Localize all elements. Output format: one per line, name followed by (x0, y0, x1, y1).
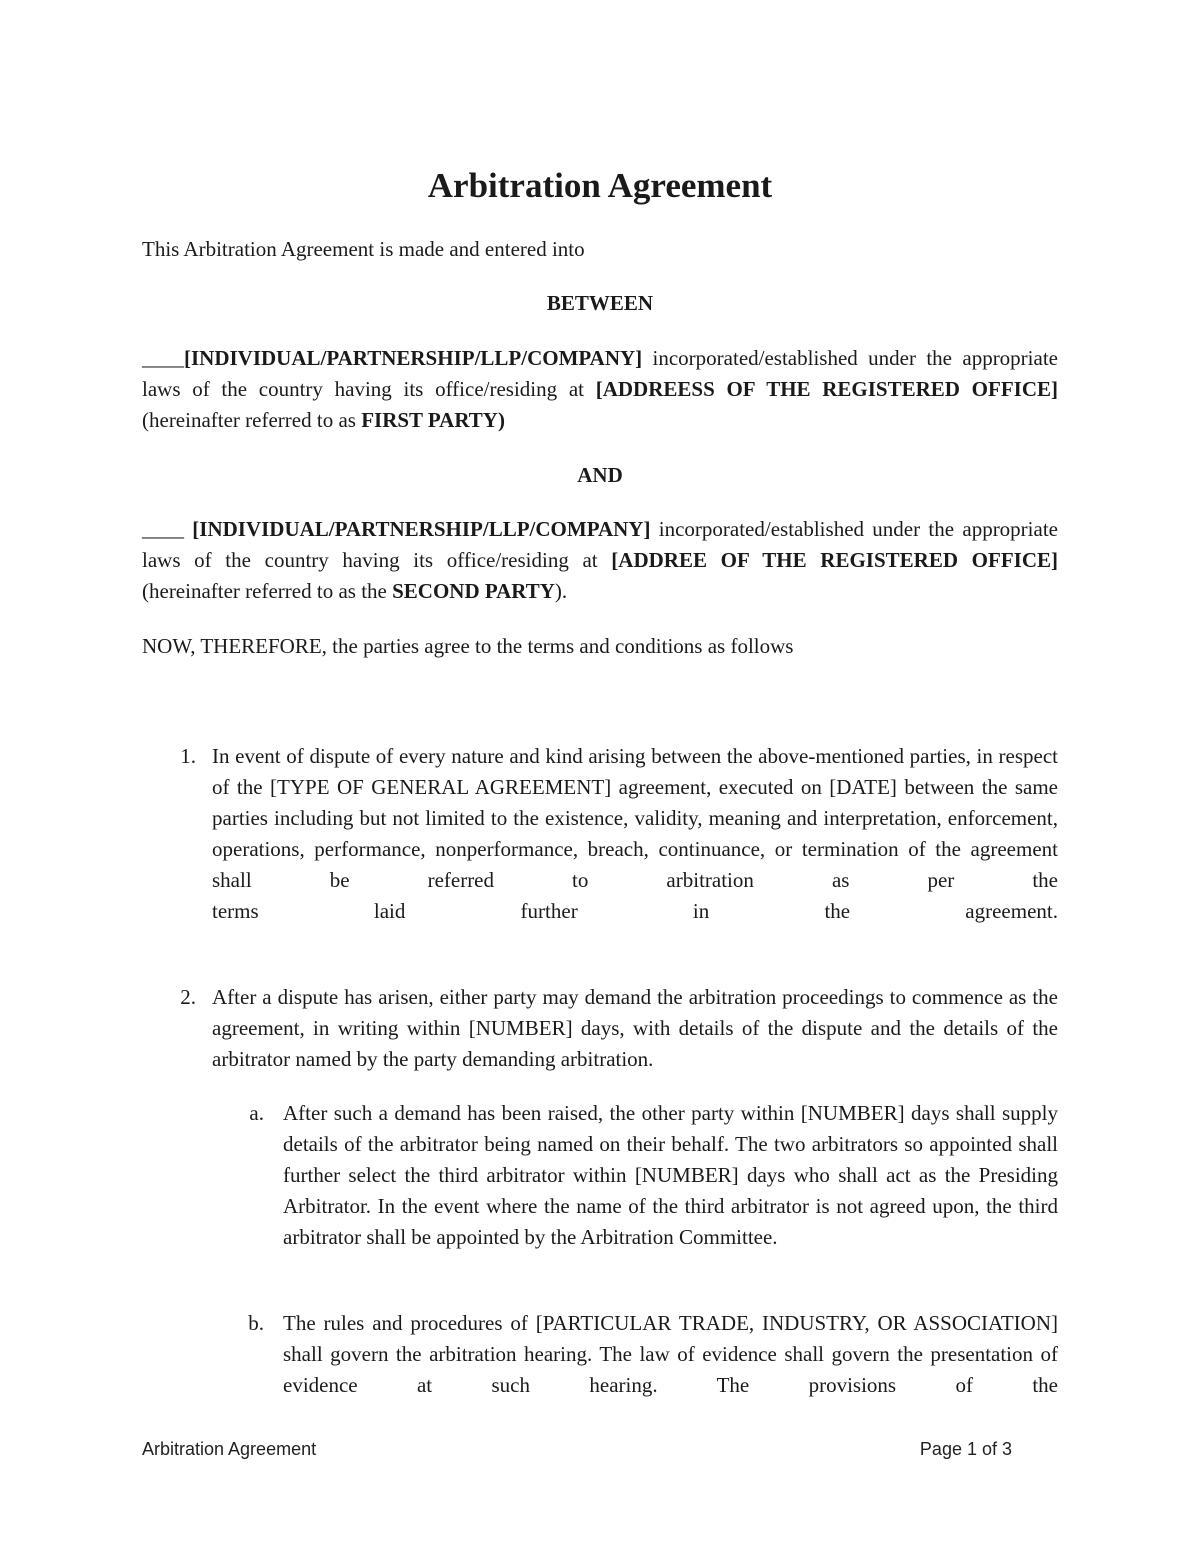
clause-number: 2. (180, 985, 196, 1009)
subclause-text: The rules and procedures of [PARTICULAR TRADE, INDUSTRY, OR ASSOCIATION] shall govern the arbitration hearing. The law of evidence shall govern the presentation of evidence at such hearing. The provisions of the (283, 1311, 1058, 1397)
second-party-text-b: (hereinafter referred to as the (142, 579, 393, 603)
intro-paragraph: This Arbitration Agreement is made and entered into (142, 237, 585, 261)
first-party-role: FIRST PARTY) (361, 408, 505, 432)
second-party-paragraph (142, 514, 1058, 607)
subclause-letter: b. (248, 1311, 264, 1335)
and-heading: AND (577, 463, 623, 487)
first-party-text-a: incorporated/established under the appropriate laws of the country having its office/residing at (142, 346, 1058, 401)
second-party-text-c: ). (554, 579, 568, 603)
clause-number: 1. (180, 744, 196, 768)
subclause-letter: a. (249, 1101, 264, 1125)
second-party-blank: ____ (142, 517, 193, 541)
first-party-entity: [INDIVIDUAL/PARTNERSHIP/LLP/COMPANY] (184, 346, 643, 370)
footer-page-number: Page 1 of 3 (919, 1439, 1012, 1459)
clause-text: After a dispute has arisen, either party may demand the arbitration proceedings to commence as the agreement, in writing within [NUMBER] days, with details of the dispute and the details of the arbitrator named by the party demanding arbitration. (212, 985, 1058, 1071)
document-title: Arbitration Agreement (427, 166, 773, 205)
now-therefore-paragraph: NOW, THEREFORE, the parties agree to the terms and conditions as follows (142, 634, 794, 658)
first-party-blank: ____ (142, 346, 184, 370)
clause-last-line: terms laid further in the agreement. (212, 899, 1058, 923)
footer-title: Arbitration Agreement (142, 1439, 317, 1459)
second-party-role: SECOND PARTY (392, 579, 555, 603)
second-party-address: [ADDREE OF THE REGISTERED OFFICE] (611, 548, 1058, 572)
subclause-text: After such a demand has been raised, the other party within [NUMBER] days shall supply details of the arbitrator being named on their behalf. The two arbitrators so appointed shall further select the third arbitrator within [NUMBER] days who shall act as the Presiding Arbitrator. In the event where the name of the third arbitrator is not agreed upon, the third arbitrator shall be appointed by the Arbitration Committee. (283, 1101, 1058, 1249)
first-party-text-b: (hereinafter referred to as (142, 408, 362, 432)
second-party-entity: [INDIVIDUAL/PARTNERSHIP/LLP/COMPANY] (192, 517, 651, 541)
second-party-text-a: incorporated/established under the appropriate laws of the country having its office/residing at (142, 517, 1058, 572)
between-heading: BETWEEN (546, 291, 654, 315)
first-party-address: [ADDREESS OF THE REGISTERED OFFICE] (595, 377, 1059, 401)
first-party-paragraph (142, 343, 1058, 436)
clause-text: In event of dispute of every nature and kind arising between the above-mentioned parties, in respect of the [TYPE OF GENERAL AGREEMENT] agreement, executed on [DATE] between the same parties including but not limited to the existence, validity, meaning and interpretation, enforcement, operations, performance, nonperformance, breach, continuance, or termination of the agreement shall be referred to arbitration as per the (212, 744, 1058, 892)
